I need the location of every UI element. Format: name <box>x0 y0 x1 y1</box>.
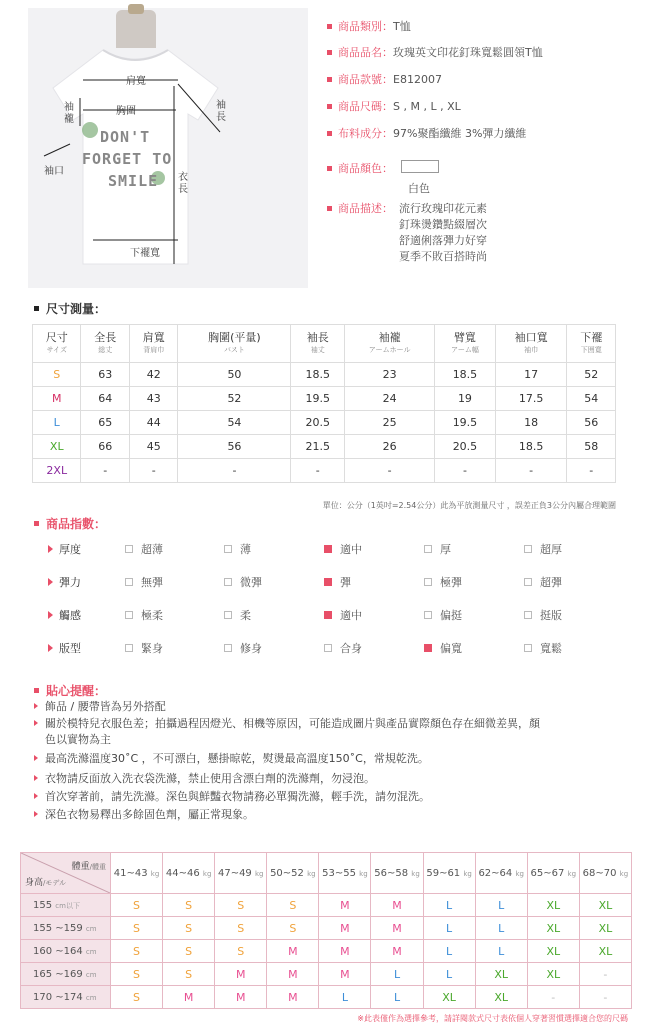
size-recommendation-table <box>20 852 632 1009</box>
square-icon <box>34 688 39 693</box>
recommended-size: M <box>371 940 423 963</box>
header-cell: 袖口寬 袖巾 <box>495 325 567 363</box>
checkbox-icon[interactable] <box>524 578 532 586</box>
index-option[interactable]: 微彈 <box>224 574 262 590</box>
tip-item: 最高洗滌溫度30˚C ，不可漂白，懸掛晾乾，熨燙最高溫度150˚C，常規乾洗。 <box>34 751 624 767</box>
size-label: S <box>33 363 81 387</box>
size-unit-note: 單位：公分（1英吋=2.54公分）此為平放測量尺寸 ，誤差正負3公分內屬合理範圍 <box>322 501 616 510</box>
index-option[interactable]: 極彈 <box>424 574 462 590</box>
index-option[interactable]: 超薄 <box>125 541 163 557</box>
description-line: 流行玫瑰印花元素 <box>399 202 487 215</box>
index-name: 彈力 <box>59 576 81 589</box>
size-value: 18.5 <box>291 363 345 387</box>
index-row <box>48 606 608 626</box>
size-value: 19 <box>435 387 496 411</box>
size-value: 44 <box>129 411 177 435</box>
index-name: 觸感 <box>59 609 81 622</box>
description-line: 釘珠燙鑽點綴層次 <box>399 218 487 231</box>
recommended-size: - <box>579 986 631 1009</box>
recommended-size: L <box>475 917 527 940</box>
recommended-size: S <box>267 894 319 917</box>
tip-item-continued: 色以實物為主 <box>45 733 111 746</box>
size-label: M <box>33 387 81 411</box>
recommended-size: XL <box>423 986 475 1009</box>
recommended-size: L <box>423 940 475 963</box>
size-row-xl <box>33 435 616 459</box>
recommended-size: L <box>371 963 423 986</box>
index-name: 厚度 <box>59 543 81 556</box>
checkbox-icon[interactable] <box>424 644 432 652</box>
size-value: 45 <box>129 435 177 459</box>
size-value: - <box>495 459 567 483</box>
index-option[interactable]: 挺版 <box>524 607 562 623</box>
size-value: 26 <box>345 435 435 459</box>
size-value: - <box>435 459 496 483</box>
header-cell: 臂寬 アーム幅 <box>435 325 496 363</box>
header-cell: 肩寬 背肩巾 <box>129 325 177 363</box>
size-label: XL <box>33 435 81 459</box>
label-chest: 胸圍 <box>116 106 136 117</box>
color-swatch-white[interactable] <box>401 160 439 173</box>
recommended-size: M <box>371 894 423 917</box>
color-name: 白色 <box>408 182 430 195</box>
label-length: 衣長 <box>178 172 188 195</box>
size-row-s <box>33 363 616 387</box>
recommended-size: S <box>215 917 267 940</box>
header-cell: 袖長 袖丈 <box>291 325 345 363</box>
size-table-header <box>33 325 616 363</box>
label-cuff: 袖口 <box>44 166 64 177</box>
size-table <box>32 324 616 483</box>
size-value: - <box>81 459 129 483</box>
recommended-size: S <box>111 940 163 963</box>
size-value: - <box>129 459 177 483</box>
index-option[interactable]: 彈 <box>324 574 351 590</box>
checkbox-icon[interactable] <box>224 545 232 553</box>
checkbox-icon[interactable] <box>324 578 332 586</box>
tip-item: 關於模特兒衣服色差；拍攝過程因燈光、相機等原因，可能造成圖片與產品實際顏色存在細微差異，顏 <box>34 716 624 732</box>
label-shoulder: 肩寬 <box>126 76 146 87</box>
index-option[interactable]: 適中 <box>324 541 362 557</box>
size-value: 42 <box>129 363 177 387</box>
recommended-size: L <box>423 963 475 986</box>
weight-header: 65~67 kg <box>527 853 579 894</box>
header-cell: 胸圍(平量) バスト <box>178 325 291 363</box>
size-value: - <box>567 459 616 483</box>
recommendation-header <box>21 853 632 894</box>
size-section-title: 尺寸測量： <box>34 300 106 317</box>
tip-item: 首次穿著前，請先洗滌。深色與鮮豔衣物請務必單獨洗滌，輕手洗，請勿混洗。 <box>34 789 624 805</box>
checkbox-icon[interactable] <box>224 644 232 652</box>
recommendation-row <box>21 894 632 917</box>
bullet-icon <box>327 50 332 55</box>
info-sizes: 商品尺碼：S , M , L , XL <box>327 98 461 114</box>
recommended-size: S <box>111 894 163 917</box>
height-cell: 170 ~174 cm <box>21 986 111 1009</box>
bullet-icon <box>327 166 332 171</box>
index-row <box>48 540 608 560</box>
index-option[interactable]: 厚 <box>424 541 451 557</box>
height-cell: 160 ~164 cm <box>21 940 111 963</box>
recommended-size: S <box>215 940 267 963</box>
triangle-bullet-icon <box>48 611 53 619</box>
header-cell: 袖襱 アームホール <box>345 325 435 363</box>
recommendation-note: ※此表僅作為選擇參考，請詳閱款式尺寸表依個人穿著習慣選擇適合您的尺碼 <box>357 1014 628 1023</box>
recommended-size: XL <box>579 940 631 963</box>
index-option[interactable]: 修身 <box>224 640 262 656</box>
recommendation-row <box>21 986 632 1009</box>
size-row-l <box>33 411 616 435</box>
checkbox-icon[interactable] <box>524 611 532 619</box>
bullet-icon <box>327 77 332 82</box>
size-value: 24 <box>345 387 435 411</box>
size-value: 21.5 <box>291 435 345 459</box>
size-value: 18.5 <box>495 435 567 459</box>
recommended-size: M <box>319 940 371 963</box>
size-value: 63 <box>81 363 129 387</box>
recommended-size: M <box>371 917 423 940</box>
size-value: 50 <box>178 363 291 387</box>
size-value: - <box>291 459 345 483</box>
corner-height-label: 身高/モデル <box>25 878 67 888</box>
size-value: 25 <box>345 411 435 435</box>
recommended-size: - <box>579 963 631 986</box>
tips-section-title: 貼心提醒： <box>34 682 106 699</box>
weight-header: 59~61 kg <box>423 853 475 894</box>
index-option[interactable]: 合身 <box>324 640 362 656</box>
weight-header: 47~49 kg <box>215 853 267 894</box>
recommended-size: M <box>319 917 371 940</box>
checkbox-icon[interactable] <box>424 578 432 586</box>
recommended-size: L <box>371 986 423 1009</box>
recommended-size: L <box>423 894 475 917</box>
height-cell: 155 ~159 cm <box>21 917 111 940</box>
info-category: 商品類別：T恤 <box>327 18 411 34</box>
header-cell: 下襬 下囲寛 <box>567 325 616 363</box>
size-value: 20.5 <box>435 435 496 459</box>
index-option[interactable]: 偏寬 <box>424 640 462 656</box>
checkbox-icon[interactable] <box>424 545 432 553</box>
index-option[interactable]: 適中 <box>324 607 362 623</box>
index-row <box>48 639 608 659</box>
recommendation-row <box>21 940 632 963</box>
triangle-bullet-icon <box>34 793 38 799</box>
index-option[interactable]: 緊身 <box>125 640 163 656</box>
recommended-size: XL <box>579 917 631 940</box>
info-color: 商品顏色： <box>327 160 393 176</box>
checkbox-icon[interactable] <box>524 545 532 553</box>
recommended-size: XL <box>527 940 579 963</box>
info-name: 商品品名：玫瑰英文印花釘珠寬鬆圓領T恤 <box>327 44 543 60</box>
recommendation-row <box>21 917 632 940</box>
bullet-icon <box>327 131 332 136</box>
recommended-size: S <box>111 986 163 1009</box>
corner-weight-label: 體重/體重 <box>71 862 106 872</box>
size-value: 17.5 <box>495 387 567 411</box>
recommended-size: XL <box>579 894 631 917</box>
index-option[interactable]: 超彈 <box>524 574 562 590</box>
recommended-size: XL <box>527 894 579 917</box>
size-value: 56 <box>178 435 291 459</box>
index-option[interactable]: 無彈 <box>125 574 163 590</box>
recommended-size: M <box>319 963 371 986</box>
recommended-size: M <box>267 940 319 963</box>
recommended-size: S <box>163 894 215 917</box>
size-value: 64 <box>81 387 129 411</box>
checkbox-icon[interactable] <box>224 578 232 586</box>
recommended-size: M <box>215 963 267 986</box>
shirt-print-line-2: FORGET TO <box>82 150 173 168</box>
recommended-size: XL <box>527 917 579 940</box>
triangle-bullet-icon <box>34 720 38 726</box>
index-option[interactable]: 柔 <box>224 607 251 623</box>
index-row <box>48 573 608 593</box>
recommended-size: M <box>319 894 371 917</box>
triangle-bullet-icon <box>48 578 53 586</box>
label-hem: 下襬寬 <box>130 248 160 259</box>
description-line: 舒適俐落彈力好穿 <box>399 234 487 247</box>
recommended-size: M <box>267 986 319 1009</box>
weight-header: 68~70 kg <box>579 853 631 894</box>
size-value: 43 <box>129 387 177 411</box>
bullet-icon <box>327 24 332 29</box>
weight-header: 44~46 kg <box>163 853 215 894</box>
triangle-bullet-icon <box>34 703 38 709</box>
checkbox-icon[interactable] <box>125 644 133 652</box>
shirt-print-line-3: SMILE <box>108 172 159 190</box>
recommended-size: S <box>267 917 319 940</box>
checkbox-icon[interactable] <box>424 611 432 619</box>
tip-item: 衣物請反面放入洗衣袋洗滌，禁止使用含漂白劑的洗滌劑，勿浸泡。 <box>34 771 624 787</box>
recommended-size: XL <box>475 963 527 986</box>
size-value: 20.5 <box>291 411 345 435</box>
recommended-size: S <box>163 940 215 963</box>
recommendation-row <box>21 963 632 986</box>
index-option[interactable]: 寬鬆 <box>524 640 562 656</box>
size-value: 18.5 <box>435 363 496 387</box>
size-value: 18 <box>495 411 567 435</box>
recommended-size: L <box>423 917 475 940</box>
recommended-size: S <box>163 963 215 986</box>
tip-item: 深色衣物易釋出多餘固色劑，屬正常現象。 <box>34 807 624 823</box>
triangle-bullet-icon <box>48 545 53 553</box>
square-icon <box>34 306 39 311</box>
recommended-size: XL <box>527 963 579 986</box>
recommended-size: M <box>163 986 215 1009</box>
square-icon <box>34 521 39 526</box>
recommended-size: S <box>111 963 163 986</box>
height-cell: 155 cm以下 <box>21 894 111 917</box>
measurement-lines <box>28 8 308 288</box>
recommended-size: S <box>163 917 215 940</box>
index-section-title: 商品指數： <box>34 515 106 532</box>
size-value: 66 <box>81 435 129 459</box>
checkbox-icon[interactable] <box>125 611 133 619</box>
weight-header: 53~55 kg <box>319 853 371 894</box>
recommended-size: XL <box>475 986 527 1009</box>
size-value: 54 <box>178 411 291 435</box>
triangle-bullet-icon <box>48 644 53 652</box>
corner-cell <box>21 853 111 894</box>
recommended-size: L <box>319 986 371 1009</box>
size-label: 2XL <box>33 459 81 483</box>
height-cell: 165 ~169 cm <box>21 963 111 986</box>
index-name: 版型 <box>59 642 81 655</box>
recommended-size: S <box>111 917 163 940</box>
info-code: 商品款號：E812007 <box>327 71 442 87</box>
weight-header: 62~64 kg <box>475 853 527 894</box>
triangle-bullet-icon <box>34 811 38 817</box>
index-option[interactable]: 超厚 <box>524 541 562 557</box>
header-cell: 全長 総丈 <box>81 325 129 363</box>
size-row-2xl <box>33 459 616 483</box>
checkbox-icon[interactable] <box>125 578 133 586</box>
info-description: 商品描述： <box>327 200 393 216</box>
size-value: 65 <box>81 411 129 435</box>
tip-item: 飾品 / 腰帶皆為另外搭配 <box>34 699 624 715</box>
size-value: 54 <box>567 387 616 411</box>
bullet-icon <box>327 206 332 211</box>
size-label: L <box>33 411 81 435</box>
index-option[interactable]: 極柔 <box>125 607 163 623</box>
size-value: 17 <box>495 363 567 387</box>
size-value: 19.5 <box>291 387 345 411</box>
recommended-size: L <box>475 940 527 963</box>
weight-header: 41~43 kg <box>111 853 163 894</box>
size-value: 52 <box>178 387 291 411</box>
recommended-size: - <box>527 986 579 1009</box>
checkbox-icon[interactable] <box>324 611 332 619</box>
recommended-size: M <box>267 963 319 986</box>
checkbox-icon[interactable] <box>224 611 232 619</box>
triangle-bullet-icon <box>34 755 38 761</box>
info-material: 布料成分：97%聚酯纖維 3%彈力纖維 <box>327 125 526 141</box>
header-cell: 尺寸 サイズ <box>33 325 81 363</box>
description-line: 夏季不敗百搭時尚 <box>399 250 487 263</box>
weight-header: 50~52 kg <box>267 853 319 894</box>
recommended-size: S <box>215 894 267 917</box>
size-value: 52 <box>567 363 616 387</box>
checkbox-icon[interactable] <box>125 545 133 553</box>
recommended-size: L <box>475 894 527 917</box>
shirt-print-line-1: DON'T <box>100 128 151 146</box>
size-value: - <box>345 459 435 483</box>
index-option[interactable]: 薄 <box>224 541 251 557</box>
triangle-bullet-icon <box>34 775 38 781</box>
size-value: 23 <box>345 363 435 387</box>
checkbox-icon[interactable] <box>324 644 332 652</box>
weight-header: 56~58 kg <box>371 853 423 894</box>
size-row-m <box>33 387 616 411</box>
label-sleeve-length: 袖長 <box>216 100 226 123</box>
checkbox-icon[interactable] <box>324 545 332 553</box>
size-value: - <box>178 459 291 483</box>
size-value: 58 <box>567 435 616 459</box>
recommended-size: M <box>215 986 267 1009</box>
size-value: 56 <box>567 411 616 435</box>
index-option[interactable]: 偏挺 <box>424 607 462 623</box>
label-armhole: 袖襱 <box>64 102 74 125</box>
checkbox-icon[interactable] <box>524 644 532 652</box>
bullet-icon <box>327 104 332 109</box>
size-value: 19.5 <box>435 411 496 435</box>
